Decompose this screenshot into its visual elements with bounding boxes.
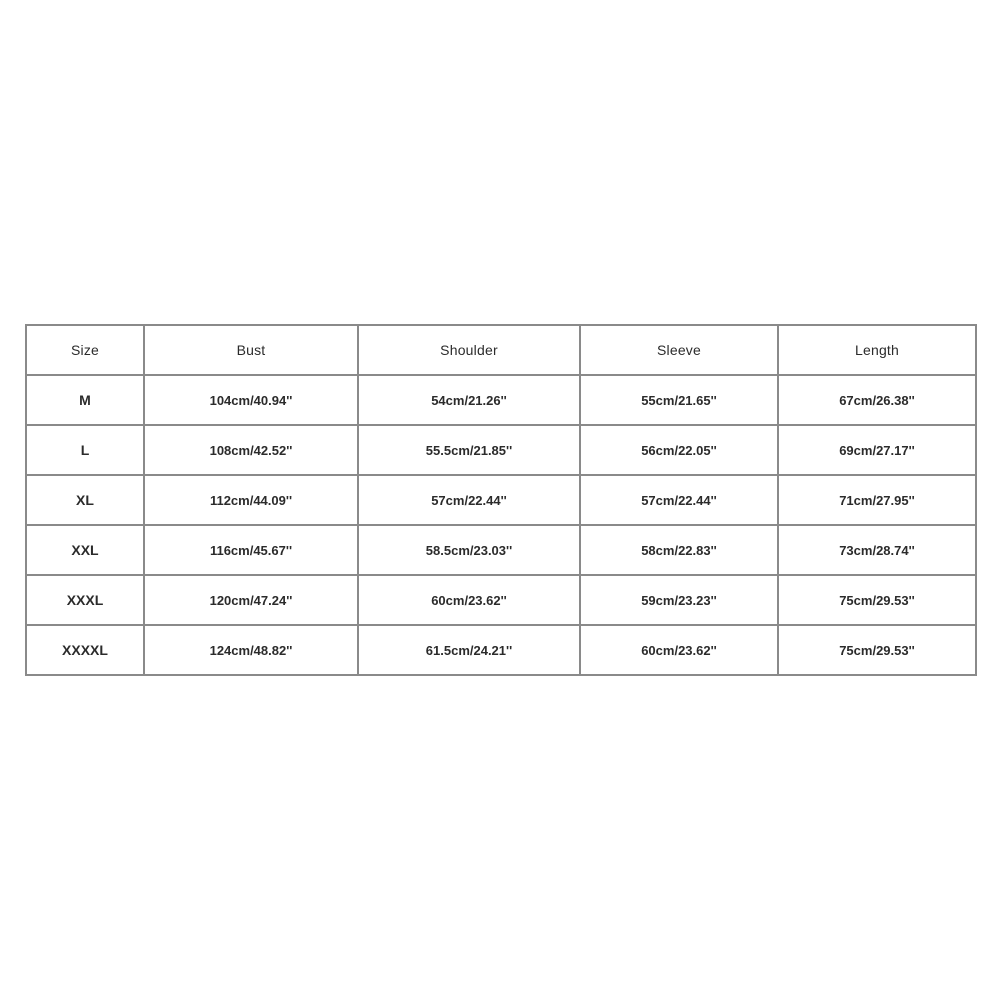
cell-shoulder: 54cm/21.26''	[358, 375, 580, 425]
header-sleeve: Sleeve	[580, 325, 778, 375]
table-row	[26, 425, 976, 475]
table-header-row	[26, 325, 976, 375]
cell-shoulder: 60cm/23.62''	[358, 575, 580, 625]
cell-sleeve: 56cm/22.05''	[580, 425, 778, 475]
header-shoulder: Shoulder	[358, 325, 580, 375]
header-length: Length	[778, 325, 976, 375]
cell-length: 67cm/26.38''	[778, 375, 976, 425]
cell-bust: 112cm/44.09''	[144, 475, 358, 525]
cell-shoulder: 57cm/22.44''	[358, 475, 580, 525]
cell-size: XL	[26, 475, 144, 525]
cell-size: M	[26, 375, 144, 425]
header-bust: Bust	[144, 325, 358, 375]
cell-sleeve: 60cm/23.62''	[580, 625, 778, 675]
cell-size: XXXXL	[26, 625, 144, 675]
table-row	[26, 525, 976, 575]
cell-length: 71cm/27.95''	[778, 475, 976, 525]
table-row	[26, 575, 976, 625]
cell-size: XXL	[26, 525, 144, 575]
size-chart-table	[25, 324, 977, 676]
cell-sleeve: 59cm/23.23''	[580, 575, 778, 625]
cell-bust: 116cm/45.67''	[144, 525, 358, 575]
table-row	[26, 375, 976, 425]
cell-sleeve: 58cm/22.83''	[580, 525, 778, 575]
cell-length: 75cm/29.53''	[778, 575, 976, 625]
cell-length: 69cm/27.17''	[778, 425, 976, 475]
cell-bust: 104cm/40.94''	[144, 375, 358, 425]
cell-bust: 124cm/48.82''	[144, 625, 358, 675]
header-size: Size	[26, 325, 144, 375]
cell-size: XXXL	[26, 575, 144, 625]
cell-sleeve: 55cm/21.65''	[580, 375, 778, 425]
table-row	[26, 475, 976, 525]
cell-bust: 108cm/42.52''	[144, 425, 358, 475]
cell-shoulder: 55.5cm/21.85''	[358, 425, 580, 475]
cell-shoulder: 61.5cm/24.21''	[358, 625, 580, 675]
cell-size: L	[26, 425, 144, 475]
table-row	[26, 625, 976, 675]
cell-shoulder: 58.5cm/23.03''	[358, 525, 580, 575]
cell-length: 75cm/29.53''	[778, 625, 976, 675]
cell-sleeve: 57cm/22.44''	[580, 475, 778, 525]
cell-bust: 120cm/47.24''	[144, 575, 358, 625]
cell-length: 73cm/28.74''	[778, 525, 976, 575]
